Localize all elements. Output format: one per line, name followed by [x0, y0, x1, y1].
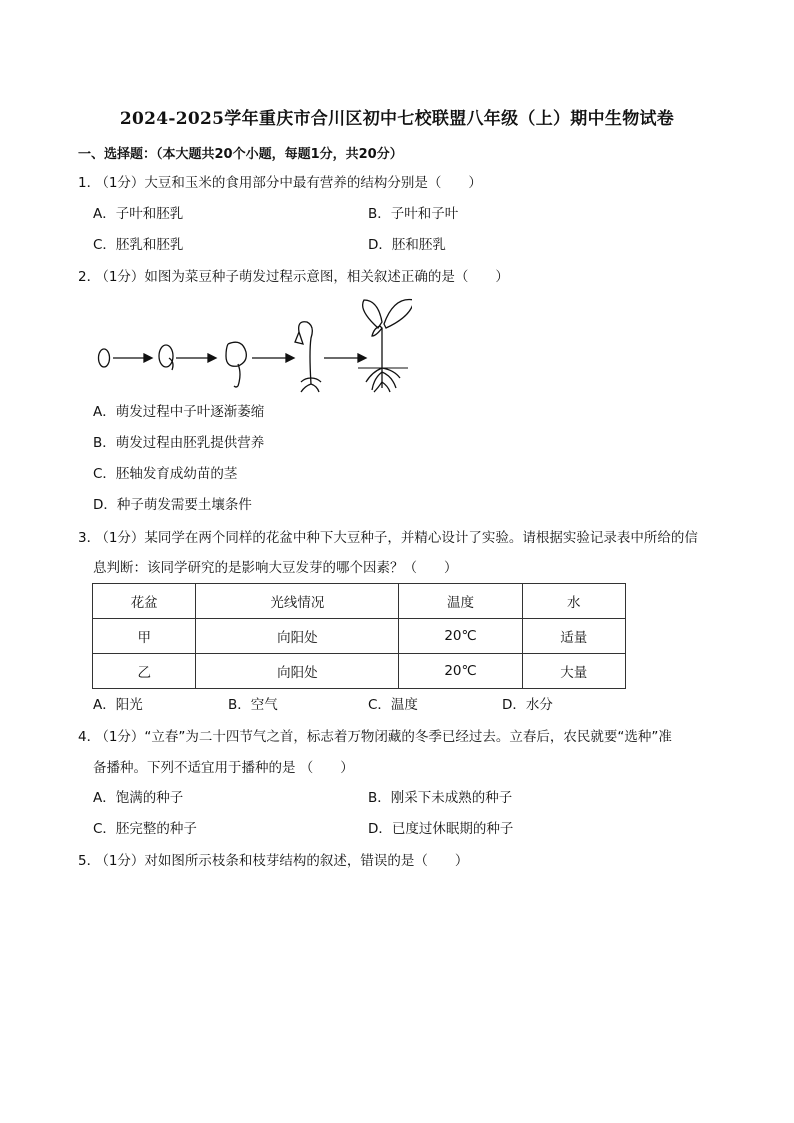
question-text: （1分）大豆和玉米的食用部分中最有营养的结构分别是（ ） — [102, 175, 482, 191]
question-number: 1． — [78, 175, 101, 191]
option-b[interactable]: B．子叶和子叶 — [368, 206, 459, 222]
experiment-table — [92, 583, 626, 689]
option-a[interactable]: A．子叶和胚乳 — [93, 206, 184, 222]
question-3 — [78, 529, 698, 547]
option-b[interactable]: B．萌发过程由胚乳提供营养 — [93, 435, 265, 451]
question-1 — [78, 174, 482, 192]
option-d[interactable]: D．种子萌发需要土壤条件 — [93, 497, 252, 513]
table-cell: 20℃ — [399, 654, 522, 689]
question-text: （1分）对如图所示枝条和枝芽结构的叙述，错误的是（ ） — [102, 853, 469, 869]
table-cell: 20℃ — [399, 619, 522, 654]
table-cell: 甲 — [93, 619, 196, 654]
question-2 — [78, 268, 509, 286]
table-row — [93, 654, 626, 689]
question-number: 2． — [78, 269, 101, 285]
question-5 — [78, 852, 468, 870]
table-cell: 适量 — [522, 619, 625, 654]
option-d[interactable]: D．已度过休眠期的种子 — [368, 821, 514, 837]
table-header: 花盆 — [93, 584, 196, 619]
table-header: 水 — [522, 584, 625, 619]
option-b[interactable]: B．刚采下未成熟的种子 — [368, 790, 513, 806]
option-a[interactable]: A．阳光 — [93, 697, 143, 713]
table-header: 温度 — [399, 584, 522, 619]
question-4 — [78, 728, 672, 746]
option-d[interactable]: D．水分 — [502, 697, 553, 713]
question-number: 4． — [78, 729, 101, 745]
option-a[interactable]: A．萌发过程中子叶逐渐萎缩 — [93, 404, 265, 420]
option-c[interactable]: C．胚完整的种子 — [93, 821, 197, 837]
question-text-continued: 备播种。下列不适宜用于播种的是 （ ） — [93, 760, 354, 776]
question-number: 5． — [78, 853, 101, 869]
table-cell: 大量 — [522, 654, 625, 689]
seed-germination-diagram-icon — [92, 292, 412, 396]
question-text: （1分）“立春”为二十四节气之首，标志着万物闭藏的冬季已经过去。立春后，农民就要“选种”准 — [102, 729, 672, 745]
table-cell: 向阳处 — [196, 619, 399, 654]
option-a[interactable]: A．饱满的种子 — [93, 790, 184, 806]
seed-germination-diagram — [92, 292, 412, 400]
option-d[interactable]: D．胚和胚乳 — [368, 237, 446, 253]
table-header-row — [93, 584, 626, 619]
option-c[interactable]: C．胚轴发育成幼苗的茎 — [93, 466, 238, 482]
question-text: （1分）某同学在两个同样的花盆中种下大豆种子，并精心设计了实验。请根据实验记录表中所给的信 — [102, 530, 698, 546]
section-heading: 一、选择题：（本大题共20个小题，每题1分，共20分） — [78, 147, 403, 162]
question-text-continued: 息判断：该同学研究的是影响大豆发芽的哪个因素？（ ） — [93, 560, 458, 576]
question-text: （1分）如图为菜豆种子萌发过程示意图，相关叙述正确的是（ ） — [102, 269, 509, 285]
page-title: 2024-2025学年重庆市合川区初中七校联盟八年级（上）期中生物试卷 — [119, 109, 675, 129]
table-cell: 乙 — [93, 654, 196, 689]
question-number: 3． — [78, 530, 101, 546]
table-cell: 向阳处 — [196, 654, 399, 689]
option-c[interactable]: C．温度 — [368, 697, 418, 713]
option-c[interactable]: C．胚乳和胚乳 — [93, 237, 184, 253]
option-b[interactable]: B．空气 — [228, 697, 278, 713]
table-header: 光线情况 — [196, 584, 399, 619]
table-row — [93, 619, 626, 654]
